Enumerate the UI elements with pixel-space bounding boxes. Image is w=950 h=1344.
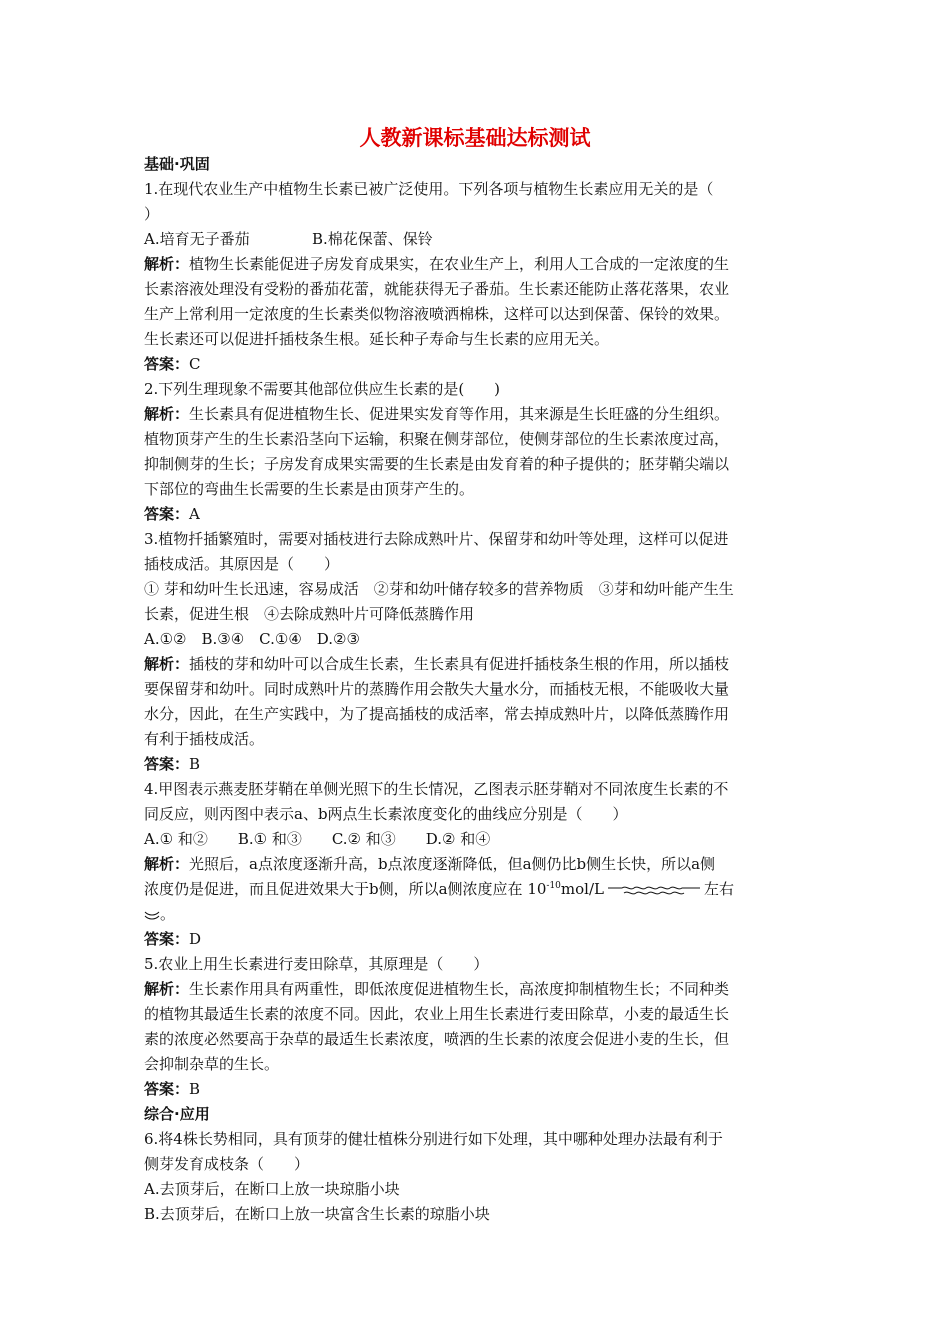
q1-analysis-line2: 长素溶液处理没有受粉的番茄花蕾，就能获得无子番茄。生长素还能防止落花落果，农业 [144, 280, 730, 298]
q2-stem: 2.下列生理现象不需要其他部位供应生长素的是( ) [144, 380, 501, 398]
q4-analysis-line2 [144, 877, 810, 902]
q2-answer-value: A [189, 505, 200, 523]
q3-items-line2: 长素，促进生根 ④去除成熟叶片可降低蒸腾作用 [144, 605, 475, 623]
q3-analysis-line2: 要保留芽和幼叶。同时成熟叶片的蒸腾作用会散失大量水分，而插枝无根，不能吸收大量 [144, 680, 730, 698]
q2-analysis-line4: 下部位的弯曲生长需要的生长素是由顶芽产生的。 [144, 480, 475, 498]
q3-items-line1: ① 芽和幼叶生长迅速，容易成活 ②芽和幼叶储存较多的营养物质 ③芽和幼叶能产生生 [144, 580, 734, 598]
q6-stem-line1: 6.将4株长势相同，具有顶芽的健壮植株分别进行如下处理，其中哪种处理办法最有利于 [144, 1130, 723, 1148]
wavy-range-mark-icon [608, 883, 700, 897]
q2-analysis-line3: 抑制侧芽的生长；子房发育成果实需要的生长素是由发育着的种子提供的；胚芽鞘尖端以 [144, 455, 730, 473]
q3-answer-value: B [189, 755, 201, 773]
answer-label: 答案： [144, 1080, 190, 1098]
q4-answer-value: D [189, 930, 202, 948]
q4-options: A.① 和② B.① 和③ C.② 和③ D.② 和④ [144, 830, 491, 848]
q5-answer-value: B [189, 1080, 201, 1098]
q3-analysis-text1: 插枝的芽和幼叶可以合成生长素，生长素具有促进扦插枝条生根的作用，所以插枝 [189, 655, 730, 673]
q1-answer-value: C [189, 355, 201, 373]
q2-analysis-line2: 植物顶芽产生的生长素沿茎向下运输，积聚在侧芽部位，使侧芽部位的生长素浓度过高， [144, 430, 730, 448]
q1-analysis-text1: 植物生长素能促进子房发育成果实，在农业生产上，利用人工合成的一定浓度的生 [189, 255, 730, 273]
q5-analysis-text1: 生长素作用具有两重性，即低浓度促进植物生长，高浓度抑制植物生长；不同种类 [189, 980, 730, 998]
wavy-range-tail-icon [144, 909, 160, 921]
q4-analysis-text3: 。 [160, 905, 176, 923]
analysis-label: 解析： [144, 655, 190, 673]
q4-analysis-text2a: 浓度仍是促进，而且促进效果大于b侧，所以a侧浓度应在 10 [144, 880, 547, 898]
document-body [144, 152, 810, 1227]
q6-stem-line2: 侧芽发育成枝条（ ） [144, 1155, 310, 1173]
document-title: 人教新课标基础达标测试 [359, 126, 591, 150]
q3-answer [144, 752, 810, 777]
q5-stem: 5.农业上用生长素进行麦田除草，其原理是（ ） [144, 955, 489, 973]
q6-option-b: B.去顶芽后，在断口上放一块富含生长素的琼脂小块 [144, 1205, 490, 1223]
q6-option-a: A.去顶芽后，在断口上放一块琼脂小块 [144, 1180, 400, 1198]
q5-analysis-line4: 会抑制杂草的生长。 [144, 1055, 280, 1073]
analysis-label: 解析： [144, 855, 190, 873]
q3-analysis-line1 [144, 652, 810, 677]
q4-analysis-line3 [144, 902, 810, 927]
answer-label: 答案： [144, 355, 190, 373]
q2-analysis-line1 [144, 402, 810, 427]
q4-answer [144, 927, 810, 952]
q2-analysis-text1: 生长素具有促进植物生长、促进果实发育等作用，其来源是生长旺盛的分生组织。 [189, 405, 730, 423]
section-heading-basic: 基础·巩固 [144, 155, 210, 173]
q1-option-b: B.棉花保蕾、保铃 [312, 230, 433, 248]
section-heading-applied: 综合·应用 [144, 1105, 210, 1123]
q3-analysis-line4: 有利于插枝成活。 [144, 730, 265, 748]
answer-label: 答案： [144, 755, 190, 773]
answer-label: 答案： [144, 505, 190, 523]
q4-analysis-line1 [144, 852, 810, 877]
q4-unit: mol/L [560, 880, 604, 898]
q4-stem-line1: 4.甲图表示燕麦胚芽鞘在单侧光照下的生长情况，乙图表示胚芽鞘对不同浓度生长素的不 [144, 780, 729, 798]
analysis-label: 解析： [144, 255, 190, 273]
q1-answer [144, 352, 810, 377]
q5-analysis-line2: 的植物其最适生长素的浓度不同。因此，农业上用生长素进行麦田除草，小麦的最适生长 [144, 1005, 730, 1023]
q4-exponent: -10 [546, 881, 561, 891]
q1-analysis-line4: 生长素还可以促进扦插枝条生根。延长种子寿命与生长素的应用无关。 [144, 330, 610, 348]
q4-analysis-text1: 光照后，a点浓度逐渐升高，b点浓度逐渐降低，但a侧仍比b侧生长快，所以a侧 [189, 855, 716, 873]
q2-answer [144, 502, 810, 527]
q5-answer [144, 1077, 810, 1102]
answer-label: 答案： [144, 930, 190, 948]
q3-options: A.①② B.③④ C.①④ D.②③ [144, 630, 360, 648]
q5-analysis-line1 [144, 977, 810, 1002]
q1-options [144, 227, 810, 252]
q3-stem-line1: 3.植物扦插繁殖时，需要对插枝进行去除成熟叶片、保留芽和幼叶等处理，这样可以促进 [144, 530, 729, 548]
q1-option-a: A.培育无子番茄 [144, 230, 250, 248]
q1-analysis-line1 [144, 252, 810, 277]
analysis-label: 解析： [144, 980, 190, 998]
q1-stem-line2: ） [144, 205, 160, 223]
q1-analysis-line3: 生产上常利用一定浓度的生长素类似物溶液喷洒棉株，这样可以达到保蕾、保铃的效果。 [144, 305, 730, 323]
q1-stem-line1: 1.在现代农业生产中植物生长素已被广泛使用。下列各项与植物生长素应用无关的是（ [144, 180, 714, 198]
q4-analysis-text2c: 左右 [703, 880, 734, 898]
q3-analysis-line3: 水分，因此，在生产实践中，为了提高插枝的成活率，常去掉成熟叶片，以降低蒸腾作用 [144, 705, 730, 723]
q3-stem-line2: 插枝成活。其原因是（ ） [144, 555, 340, 573]
analysis-label: 解析： [144, 405, 190, 423]
q5-analysis-line3: 素的浓度必然要高于杂草的最适生长素浓度，喷洒的生长素的浓度会促进小麦的生长，但 [144, 1030, 730, 1048]
q4-stem-line2: 同反应，则丙图中表示a、b两点生长素浓度变化的曲线应分别是（ ） [144, 805, 628, 823]
